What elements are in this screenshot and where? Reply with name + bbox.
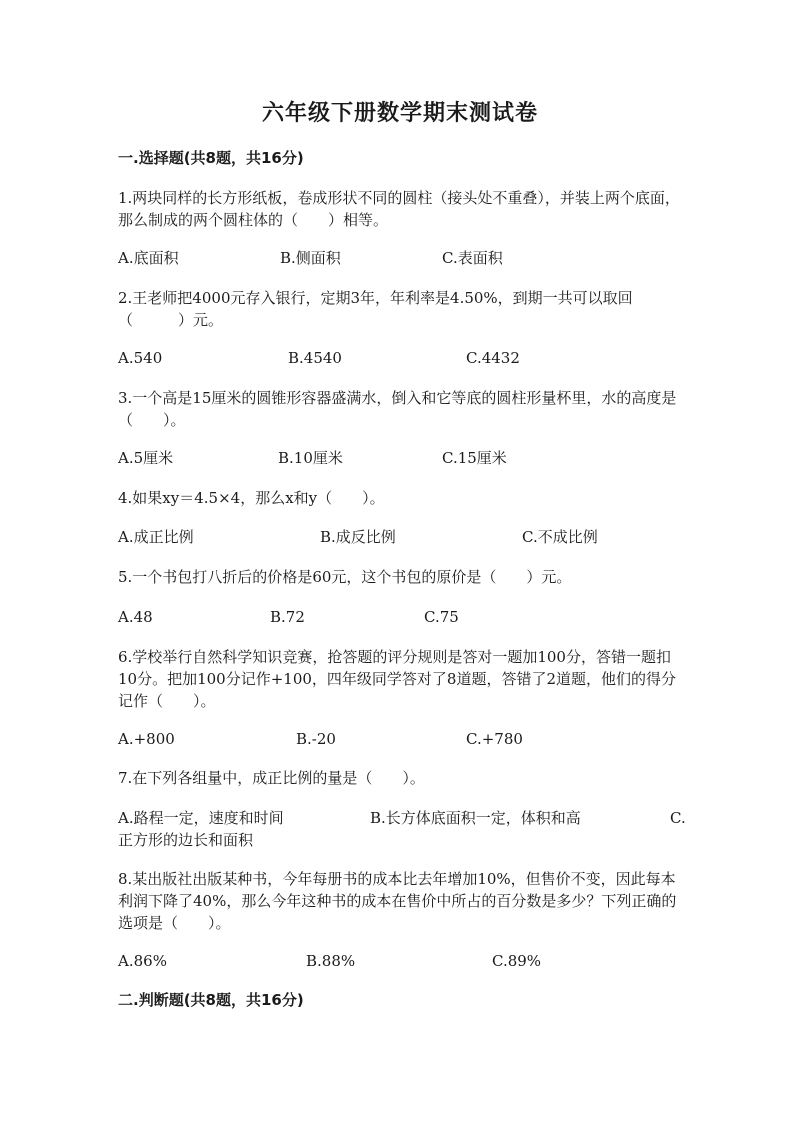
- question-8: 8.某出版社出版某种书，今年每册书的成本比去年增加10%，但售价不变，因此每本利润下降了40%，那么今年这种书的成本在售价中所占的百分数是多少？下列正确的选项是（ ）。: [118, 870, 677, 932]
- option-b: B.88%: [306, 952, 356, 970]
- question-7: 7.在下列各组量中，成正比例的量是（ ）。: [118, 769, 425, 787]
- option-a: A.路程一定，速度和时间: [118, 809, 284, 827]
- question-6: 6.学校举行自然科学知识竞赛，抢答题的评分规则是答对一题加100分，答错一题扣10分。把加100分记作+100，四年级同学答对了8道题，答错了2道题，他们的得分记作（ ）。: [118, 648, 677, 710]
- option-b: B.-20: [296, 730, 336, 748]
- option-c: C.表面积: [442, 249, 503, 267]
- option-a: A.540: [118, 349, 163, 367]
- option-b: B.72: [270, 608, 305, 626]
- question-5: 5.一个书包打八折后的价格是60元，这个书包的原价是（ ）元。: [118, 568, 572, 586]
- question-2-options: [118, 347, 688, 369]
- option-c: C.15厘米: [442, 449, 507, 467]
- question-5-options: [118, 606, 688, 628]
- page-title: 六年级下册数学期末测试卷: [261, 100, 538, 126]
- option-b: B.长方体底面积一定，体积和高: [370, 809, 581, 827]
- question-3-options: [118, 447, 688, 469]
- option-c: C.+780: [466, 730, 523, 748]
- option-a: A.底面积: [118, 249, 179, 267]
- question-3: 3.一个高是15厘米的圆锥形容器盛满水，倒入和它等底的圆柱形量杯里，水的高度是（ ）。: [118, 389, 677, 429]
- option-a: A.48: [118, 608, 153, 626]
- question-8-options: [118, 950, 688, 972]
- option-c-continued: 正方形的边长和面积: [118, 831, 254, 849]
- option-a: A.成正比例: [118, 528, 194, 546]
- question-4-options: [118, 526, 688, 548]
- question-1-options: [118, 247, 688, 269]
- option-c: C.: [670, 809, 686, 827]
- option-c: C.75: [424, 608, 459, 626]
- option-b: B.4540: [288, 349, 342, 367]
- section-heading-true-false: 二.判断题(共8题，共16分): [118, 991, 304, 1009]
- section-heading-multiple-choice: 一.选择题(共8题，共16分): [118, 149, 304, 167]
- option-b: B.成反比例: [320, 528, 396, 546]
- question-1: 1.两块同样的长方形纸板，卷成形状不同的圆柱（接头处不重叠），并装上两个底面，那么制成的两个圆柱体的（ ）相等。: [118, 189, 680, 229]
- question-7-options: [118, 807, 688, 829]
- option-a: A.86%: [118, 952, 167, 970]
- option-a: A.5厘米: [118, 449, 174, 467]
- option-c: C.4432: [466, 349, 520, 367]
- option-b: B.侧面积: [280, 249, 341, 267]
- option-c: C.89%: [492, 952, 542, 970]
- question-6-options: [118, 728, 688, 750]
- option-c: C.不成比例: [522, 528, 598, 546]
- question-2: 2.王老师把4000元存入银行，定期3年，年利率是4.50%，到期一共可以取回（ ）元。: [118, 289, 633, 329]
- question-4: 4.如果xy＝4.5×4，那么x和y（ ）。: [118, 489, 385, 507]
- option-a: A.+800: [118, 730, 175, 748]
- option-b: B.10厘米: [278, 449, 343, 467]
